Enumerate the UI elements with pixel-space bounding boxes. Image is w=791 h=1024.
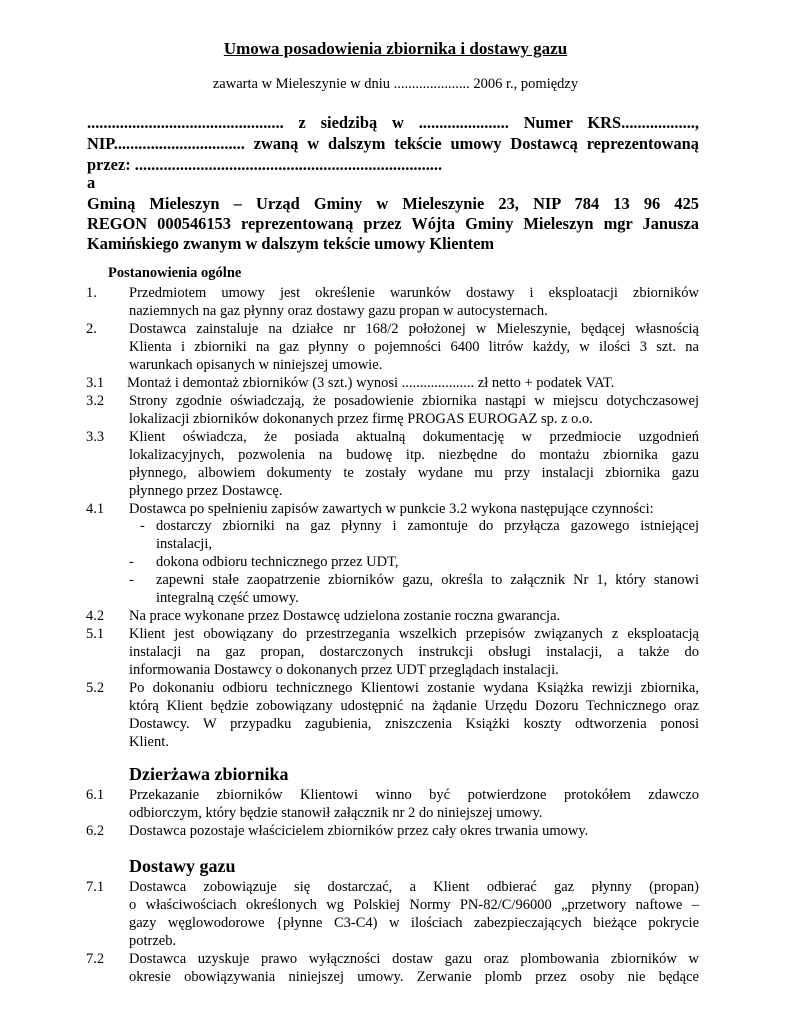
clause-line: instalacji na gaz propan, dostarczonych instrukcji obsługi instalacji, a także do <box>129 644 699 660</box>
parties-line: a <box>87 173 96 192</box>
clause-number: 4.1 <box>86 501 105 517</box>
section-heading-general: Postanowienia ogólne <box>108 265 242 281</box>
parties-line: REGON 000546153 reprezentowaną przez Wójta Gminy Mieleszyn mgr Janusza <box>87 214 699 233</box>
bullet-line: zapewni stałe zaopatrzenie zbiorników gazu, określa to załącznik Nr 1, który stanowi <box>156 572 699 588</box>
clause-line: Dostawcy. W przypadku zagubienia, zniszczenia Książki koszty odtworzenia ponosi <box>129 716 699 732</box>
clause-number: 6.2 <box>86 823 105 839</box>
clause-line: odbiorczym, który będzie stanowił załącznik nr 2 do niniejszej umowy. <box>129 805 543 821</box>
clause-number: 3.3 <box>86 429 105 445</box>
section-heading-gas-supply: Dostawy gazu <box>129 856 236 876</box>
parties-line: ................................................ z siedzibą w ...................... Numer KRS.................., <box>87 113 699 132</box>
bullet-line: dokona odbioru technicznego przez UDT, <box>156 554 399 570</box>
clause-line: Przekazanie zbiorników Klientowi winno być potwierdzone protokółem zdawczo <box>129 787 699 803</box>
clause-line: warunkach opisanych w niniejszej umowie. <box>129 357 383 373</box>
parties-line: Gminą Mieleszyn – Urząd Gminy w Mieleszynie 23, NIP 784 13 96 425 <box>87 194 699 213</box>
clause-line: płynnego przez Dostawcę. <box>129 483 283 499</box>
parties-line: NIP................................ zwaną w dalszym tekście umowy Dostawcą reprezentowaną <box>87 134 699 153</box>
clause-line: Klient. <box>129 734 169 750</box>
clause-line: Klienta i zbiorniki na gaz płynny o pojemności 6400 litrów każdy, w ilości 3 szt. na <box>129 339 699 355</box>
clause-number: 1. <box>86 285 97 301</box>
clause-line: Dostawca uzyskuje prawo wyłączności dostaw gazu oraz plombowania zbiorników w <box>129 951 699 967</box>
clause-line: naziemnych na gaz płynny oraz dostawy gazu propan w autocysternach. <box>129 303 548 319</box>
clause-number: 4.2 <box>86 608 105 624</box>
clause-number: 2. <box>86 321 97 337</box>
clause-number: 6.1 <box>86 787 105 803</box>
bullet-line: instalacji, <box>156 536 212 552</box>
clause-line: Montaż i demontaż zbiorników (3 szt.) wynosi .................... zł netto + podatek VAT. <box>127 375 615 391</box>
clause-number: 3.2 <box>86 393 105 409</box>
document-subtitle: zawarta w Mieleszynie w dniu ..................... 2006 r., pomiędzy <box>212 76 579 92</box>
clause-line: lokalizacji zbiorników dokonanych przez firmę PROGAS EUROGAZ sp. z o.o. <box>129 411 593 427</box>
clause-number: 3.1 <box>86 375 105 391</box>
clause-line: którą Klient będzie zobowiązany udostępnić na żądanie Urzędu Dozoru Technicznego oraz <box>129 698 699 714</box>
clause-line: gazy węglowodorowe {płynne C3-C4) w ilościach zabezpieczających bieżące pokrycie <box>129 915 699 931</box>
bullet-dash: - <box>129 554 134 570</box>
clause-line: Dostawca zainstaluje na działce nr 168/2 położonej w Mieleszynie, będącej własnością <box>129 321 699 337</box>
clause-line: okresie obowiązywania niniejszej umowy. Zerwanie plomb przez osoby nie będące <box>129 969 699 985</box>
clause-line: informowania Dostawcy o dokonanych przez UDT przeglądach instalacji. <box>129 662 559 678</box>
bullet-line: dostarczy zbiorniki na gaz płynny i zamontuje do przyłącza gazowego istniejącej <box>156 518 699 534</box>
clause-number: 5.2 <box>86 680 105 696</box>
clause-line: płynnego, albowiem dokumenty te zostały wydane mu przy instalacji zbiornika gazu <box>129 465 699 481</box>
clause-line: Dostawca zobowiązuje się dostarczać, a Klient odbierać gaz płynny (propan) <box>129 879 699 895</box>
clause-line: lokalizacyjnych, pozwolenia na budowę itp. niezbędne do montażu zbiornika gazu <box>129 447 699 463</box>
clause-number: 7.2 <box>86 951 105 967</box>
section-heading-lease: Dzierżawa zbiornika <box>129 764 289 784</box>
parties-line: przez: ........................................................................... <box>87 155 443 174</box>
clause-line: Strony zgodnie oświadczają, że posadowienie zbiornika nastąpi w miejscu dotychczasowej <box>129 393 699 409</box>
clause-line: o właściwościach określonych wg Polskiej Normy PN-82/C/96000 „przetwory naftowe – <box>129 897 699 913</box>
bullet-dash: - <box>140 518 145 534</box>
document-title: Umowa posadowienia zbiornika i dostawy gazu <box>223 39 568 58</box>
clause-line: Dostawca pozostaje właścicielem zbiorników przez cały okres trwania umowy. <box>129 823 589 839</box>
bullet-line: integralną część umowy. <box>156 590 299 606</box>
clause-line: Przedmiotem umowy jest określenie warunków dostawy i eksploatacji zbiorników <box>129 285 699 301</box>
clause-line: Po dokonaniu odbioru technicznego Klientowi zostanie wydana Książka rewizji zbiornika, <box>129 680 699 696</box>
clause-line: Dostawca po spełnieniu zapisów zawartych w punkcie 3.2 wykona następujące czynności: <box>129 501 654 517</box>
parties-line: Kamińskiego zwanym w dalszym tekście umowy Klientem <box>87 234 495 253</box>
clause-line: potrzeb. <box>129 933 177 949</box>
clause-number: 7.1 <box>86 879 105 895</box>
bullet-dash: - <box>129 572 134 588</box>
clause-line: Na prace wykonane przez Dostawcę udzielona zostanie roczna gwarancja. <box>129 608 561 624</box>
clause-number: 5.1 <box>86 626 105 642</box>
clause-line: Klient jest obowiązany do przestrzegania wszelkich przepisów związanych z eksploatacją <box>129 626 699 642</box>
clause-line: Klient oświadcza, że posiada aktualną dokumentację w przedmiocie uzgodnień <box>129 429 699 445</box>
